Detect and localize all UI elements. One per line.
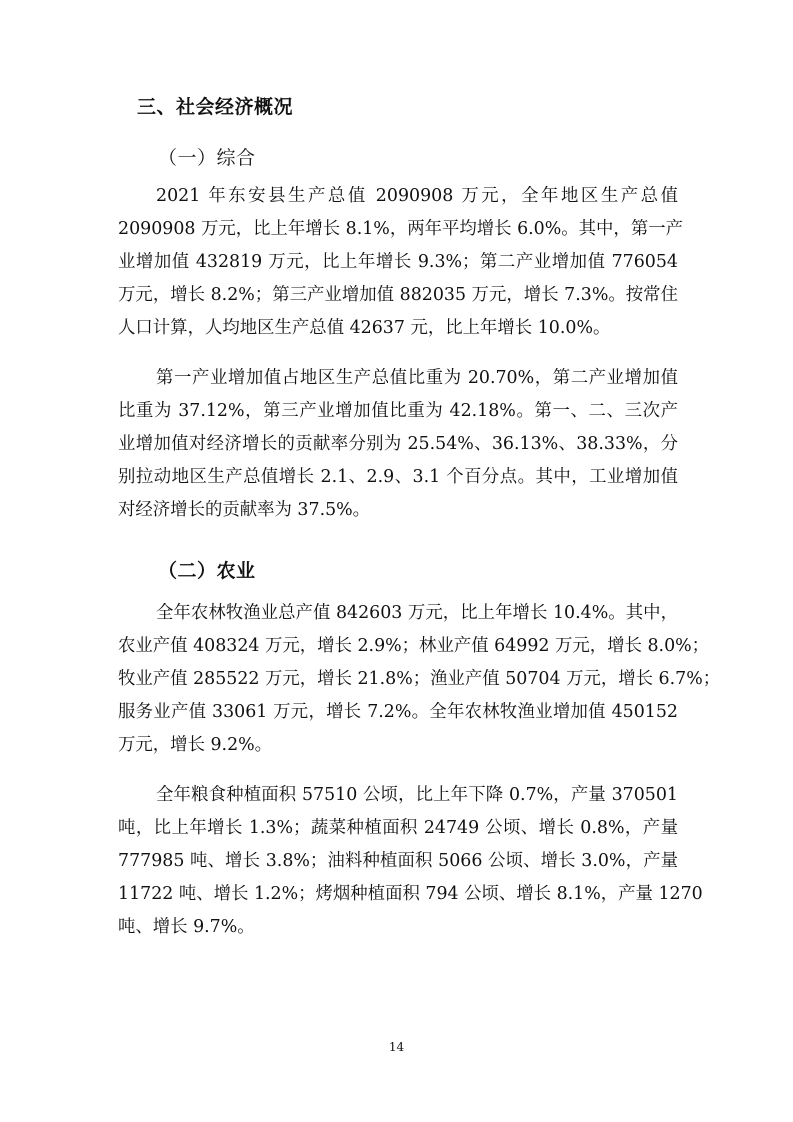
paragraph-line: 777985 吨、增长 3.8%；油料种植面积 5066 公顷、增长 3.0%，产量	[118, 851, 678, 871]
paragraph-line: 业增加值对经济增长的贡献率分别为 25.54%、36.13%、38.33%，分	[118, 434, 678, 454]
paragraph-line: 业增加值 432819 万元，比上年增长 9.3%；第二产业增加值 776054	[118, 252, 678, 272]
paragraph-gdp	[118, 180, 683, 345]
paragraph-line: 万元，增长 8.2%；第三产业增加值 882035 万元，增长 7.3%。按常住	[118, 285, 678, 305]
subsection-title-general: （一）综合	[158, 147, 256, 169]
paragraph-line: 2090908 万元，比上年增长 8.1%，两年平均增长 6.0%。其中，第一产	[118, 219, 683, 239]
paragraph-line: 牧业产值 285522 万元，增长 21.8%；渔业产值 50704 万元，增长 6.7%；	[118, 669, 721, 689]
subsection-title-agriculture: （二）农业	[158, 560, 256, 582]
paragraph-agriculture-output	[118, 597, 721, 762]
paragraph-line: 全年农林牧渔业总产值 842603 万元，比上年增长 10.4%。其中，	[156, 603, 678, 623]
paragraph-line: 万元，增长 9.2%。	[118, 735, 273, 755]
paragraph-line: 人口计算，人均地区生产总值 42637 元，比上年增长 10.0%。	[118, 318, 611, 338]
paragraph-line: 11722 吨、增长 1.2%；烤烟种植面积 794 公顷、增长 8.1%，产量 1270	[118, 884, 703, 904]
paragraph-line: 农业产值 408324 万元，增长 2.9%；林业产值 64992 万元，增长 8.0%；	[118, 636, 710, 656]
page-number: 14	[388, 1040, 405, 1054]
paragraph-line: 全年粮食种植面积 57510 公顷，比上年下降 0.7%，产量 370501	[156, 785, 678, 805]
paragraph-industry-share	[118, 362, 678, 527]
section-title: 三、社会经济概况	[137, 96, 294, 118]
paragraph-line: 服务业产值 33061 万元，增长 7.2%。全年农林牧渔业增加值 450152	[118, 702, 678, 722]
paragraph-line: 别拉动地区生产总值增长 2.1、2.9、3.1 个百分点。其中，工业增加值	[118, 467, 678, 487]
paragraph-line: 第一产业增加值占地区生产总值比重为 20.70%，第二产业增加值	[156, 368, 678, 388]
paragraph-line: 比重为 37.12%，第三产业增加值比重为 42.18%。第一、二、三次产	[118, 401, 678, 421]
paragraph-line: 2021 年东安县生产总值 2090908 万元，全年地区生产总值	[156, 186, 678, 206]
paragraph-line: 吨、增长 9.7%。	[118, 917, 255, 937]
paragraph-crop-production	[118, 779, 703, 944]
paragraph-line: 对经济增长的贡献率为 37.5%。	[118, 500, 371, 520]
paragraph-line: 吨，比上年增长 1.3%；蔬菜种植面积 24749 公顷、增长 0.8%，产量	[118, 818, 678, 838]
